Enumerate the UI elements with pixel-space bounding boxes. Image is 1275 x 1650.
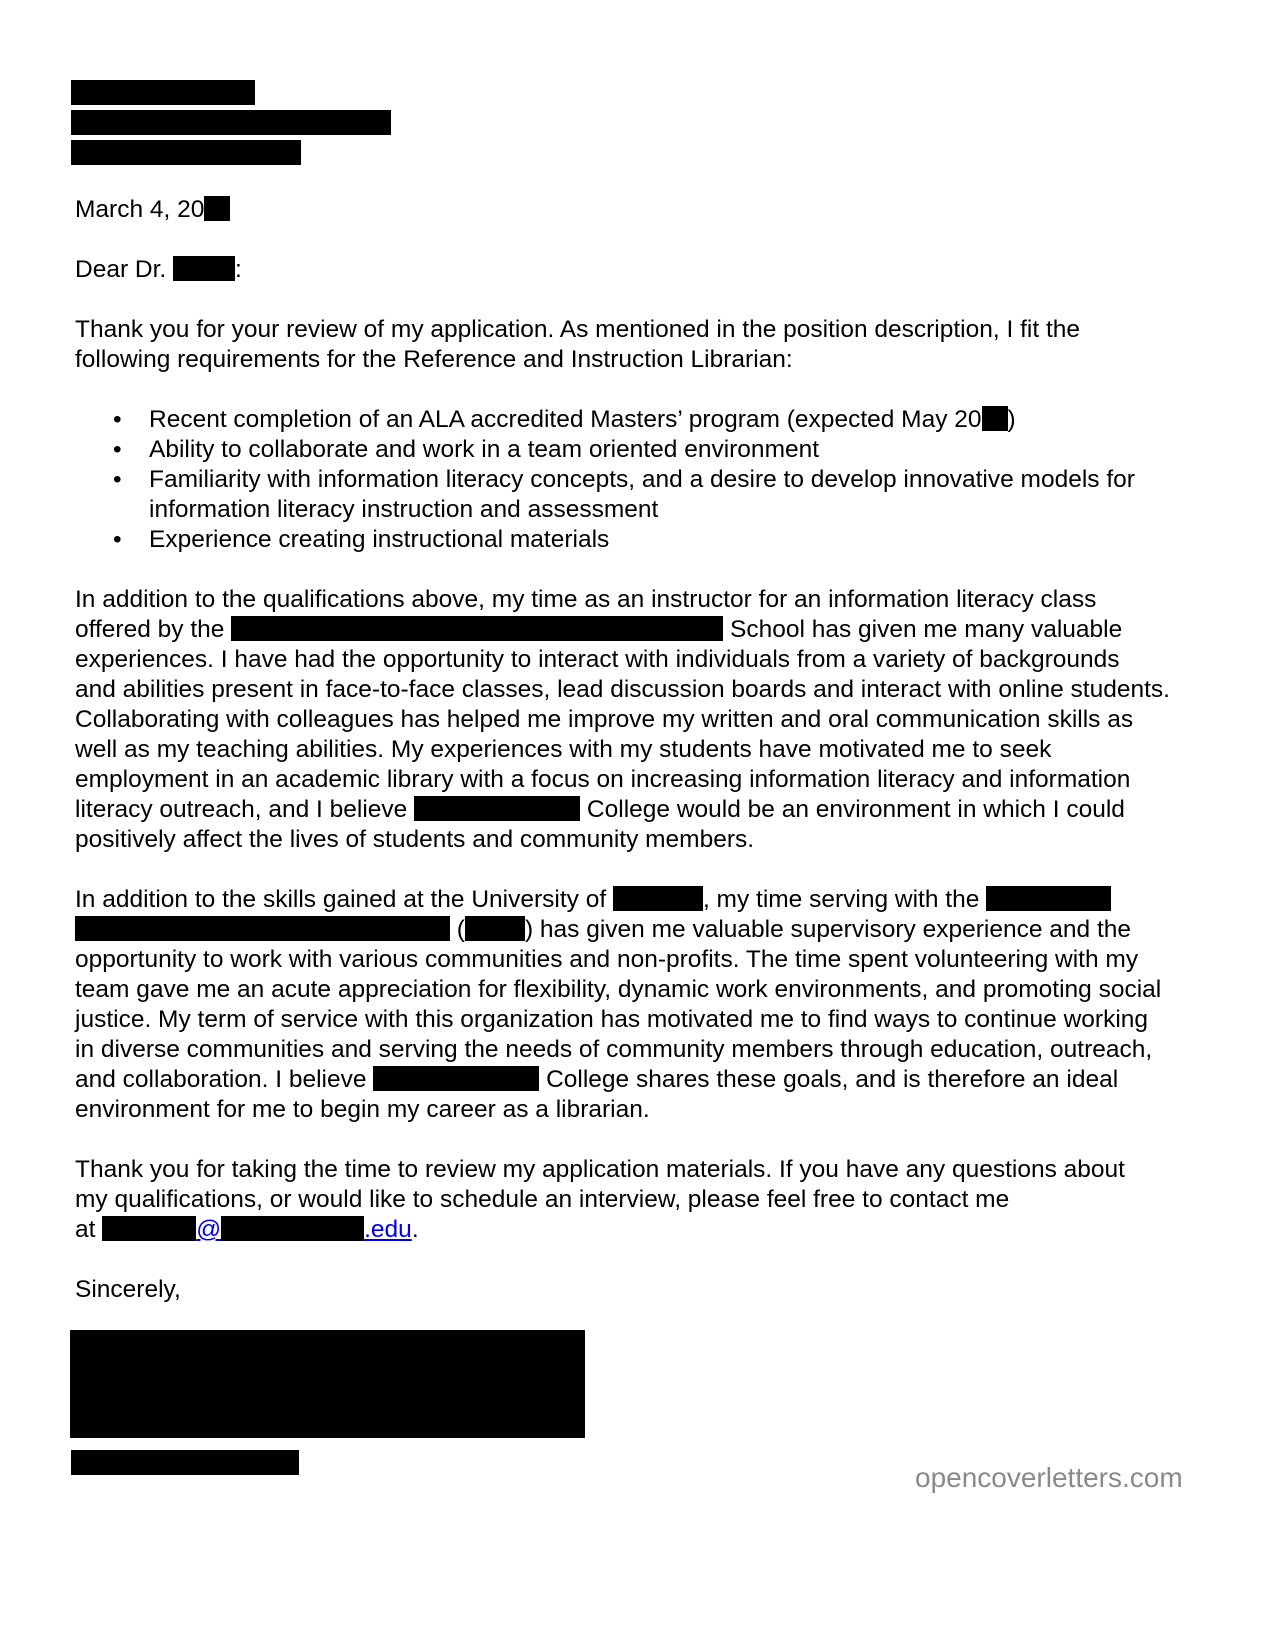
paragraph-3-line-6: in diverse communities and serving the needs of community members through education, outreach, (75, 1036, 1153, 1063)
bullet-item-1: Recent completion of an ALA accredited Masters’ program (expected May 20 ) (149, 406, 1016, 433)
paragraph-2-line-1: In addition to the qualifications above, my time as an instructor for an information literacy class (75, 586, 1097, 613)
paragraph-2-line-5: Collaborating with colleagues has helped me improve my written and oral communication skills as (75, 706, 1134, 733)
redacted-year (204, 196, 230, 221)
redacted-college-name (414, 796, 580, 821)
bullet-dot: • (113, 466, 122, 493)
paragraph-3-line-8: environment for me to begin my career as a librarian. (75, 1096, 650, 1123)
paragraph-3-line-1: In addition to the skills gained at the University of , my time serving with the (75, 885, 1111, 915)
paragraph-4-line-2: my qualifications, or would like to schedule an interview, please feel free to contact me (75, 1186, 1010, 1213)
redacted-organization-name (75, 916, 450, 941)
paragraph-3-line-3: opportunity to work with various communities and non-profits. The time spent volunteering with my (75, 946, 1139, 973)
redacted-organization-name (986, 886, 1111, 911)
letter-date: March 4, 20 (75, 195, 230, 225)
paragraph-2-line-9: positively affect the lives of students and community members. (75, 826, 755, 853)
redacted-sender-name (71, 80, 255, 105)
paragraph-3-line-4: team gave me an acute appreciation for flexibility, dynamic work environments, and promoting social (75, 976, 1162, 1003)
paragraph-2-line-7: employment in an academic library with a focus on increasing information literacy and information (75, 766, 1131, 793)
bullet-item-2: Ability to collaborate and work in a team oriented environment (149, 436, 820, 463)
redacted-email-domain (221, 1216, 364, 1241)
bullet-item-4: Experience creating instructional materials (149, 526, 610, 553)
redacted-printed-name (71, 1450, 299, 1475)
watermark: opencoverletters.com (915, 1462, 1183, 1493)
redacted-school-name (231, 616, 723, 641)
paragraph-2-line-6: well as my teaching abilities. My experiences with my students have motivated me to seek (75, 736, 1052, 763)
redacted-sender-address (71, 110, 391, 135)
redacted-college-name (373, 1066, 539, 1091)
bullet-item-3-line-2: information literacy instruction and assessment (149, 496, 659, 523)
redacted-email-user (102, 1216, 196, 1241)
bullet-dot: • (113, 436, 122, 463)
paragraph-2-line-2: offered by the School has given me many valuable (75, 616, 1123, 643)
salutation: Dear Dr. : (75, 256, 242, 283)
bullet-item-3-line-1: Familiarity with information literacy concepts, and a desire to develop innovative models for (149, 466, 1135, 493)
paragraph-2-line-3: experiences. I have had the opportunity to interact with individuals from a variety of backgrounds (75, 646, 1120, 673)
redacted-organization-acronym (465, 916, 525, 941)
paragraph-2-line-8: literacy outreach, and I believe College would be an environment in which I could (75, 796, 1125, 823)
bullet-dot: • (113, 406, 122, 433)
paragraph-3-line-5: justice. My term of service with this organization has motivated me to find ways to continue working (75, 1006, 1149, 1033)
paragraph-3-line-7: and collaboration. I believe College shares these goals, and is therefore an ideal (75, 1066, 1119, 1093)
closing: Sincerely, (75, 1276, 181, 1303)
email-link[interactable]: @ .edu (102, 1216, 412, 1243)
paragraph-4-line-3: at @ .edu. (75, 1216, 419, 1243)
redacted-sender-city (71, 140, 301, 165)
paragraph-4-line-1: Thank you for taking the time to review my application materials. If you have any questions about (75, 1156, 1125, 1183)
redacted-year (982, 406, 1008, 431)
paragraph-1-line-2: following requirements for the Reference and Instruction Librarian: (75, 346, 793, 373)
paragraph-2-line-4: and abilities present in face-to-face classes, lead discussion boards and interact with online students. (75, 676, 1170, 703)
redacted-university-name (613, 886, 703, 911)
redacted-recipient-name (173, 256, 235, 281)
redacted-signature (70, 1330, 585, 1438)
bullet-dot: • (113, 526, 122, 553)
paragraph-3-line-2: ( ) has given me valuable supervisory experience and the (75, 915, 1131, 945)
paragraph-1-line-1: Thank you for your review of my application. As mentioned in the position description, I fit the (75, 316, 1081, 343)
